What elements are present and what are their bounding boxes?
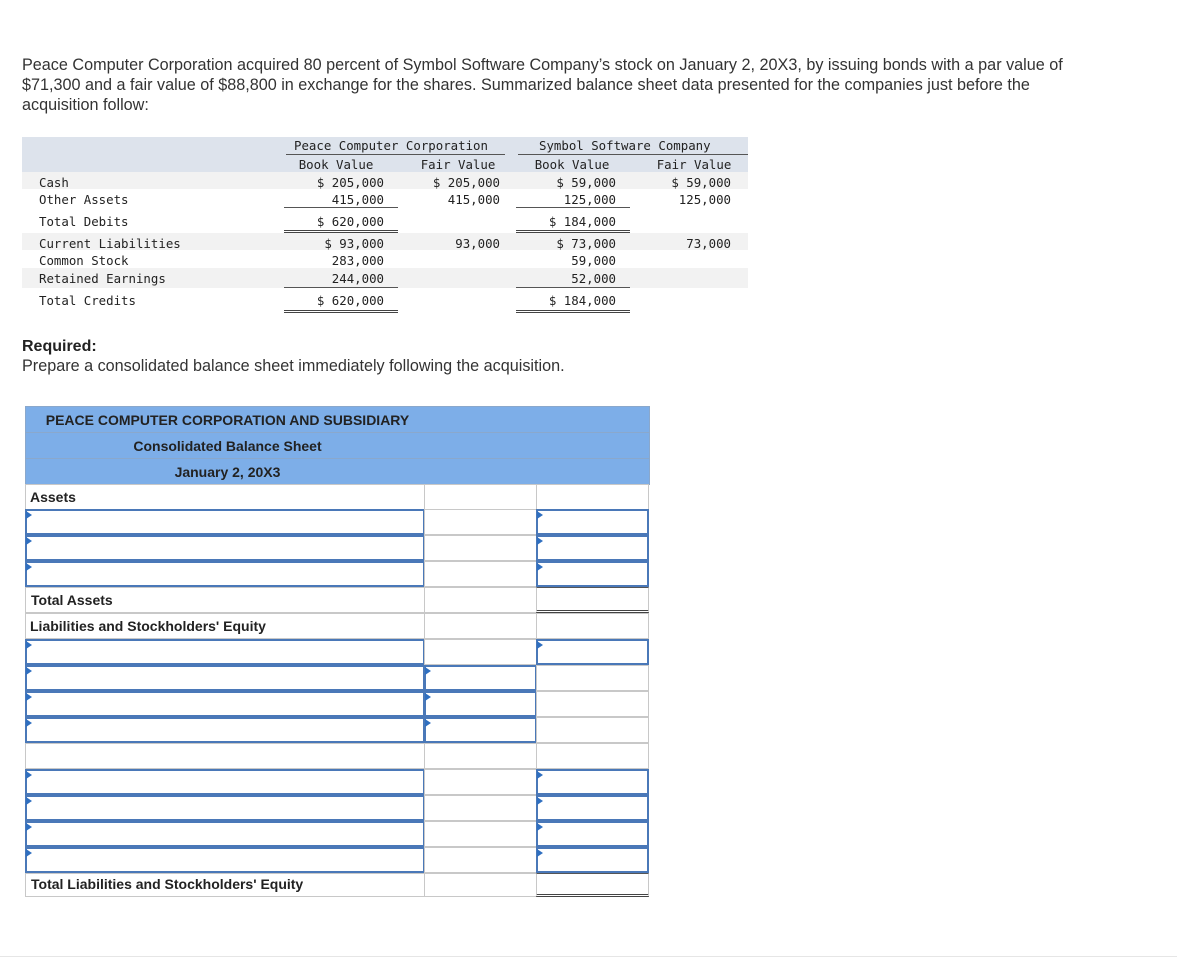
required-title: Required: xyxy=(22,338,97,355)
asset-account-select-3[interactable] xyxy=(25,561,425,587)
cell: $ 59,000 xyxy=(671,175,731,190)
dropdown-arrow-icon xyxy=(425,719,431,727)
asset-amount-input-2[interactable] xyxy=(536,535,649,561)
equity-account-select-3[interactable] xyxy=(25,821,425,847)
cell: 244,000 xyxy=(331,271,384,286)
row-label-other-assets: Other Assets xyxy=(39,192,129,207)
cell: 52,000 xyxy=(571,271,616,286)
dropdown-arrow-icon xyxy=(26,667,32,675)
cell: 73,000 xyxy=(686,236,731,251)
total-liabilities-equity-label: Total Liabilities and Stockholders' Equity xyxy=(31,876,304,892)
liabilities-equity-label: Liabilities and Stockholders' Equity xyxy=(30,618,266,634)
cell: $ 184,000 xyxy=(548,293,616,308)
p-book-header: Book Value xyxy=(298,157,374,172)
liability-account-select-4[interactable] xyxy=(25,717,425,743)
cell: $ 620,000 xyxy=(316,293,384,308)
dropdown-arrow-icon xyxy=(26,719,32,727)
dropdown-arrow-icon xyxy=(26,771,32,779)
row-label-cash: Cash xyxy=(39,175,69,190)
company2-header: Symbol Software Company xyxy=(539,138,711,153)
cell: 59,000 xyxy=(571,253,616,268)
cell: $ 205,000 xyxy=(432,175,500,190)
dropdown-arrow-icon xyxy=(26,511,32,519)
equity-amount-input-2[interactable] xyxy=(536,795,649,821)
p-fair-header: Fair Value xyxy=(420,157,496,172)
total-assets-value[interactable] xyxy=(536,587,649,613)
equity-account-select-2[interactable] xyxy=(25,795,425,821)
row-label-current-liabilities: Current Liabilities xyxy=(39,236,181,251)
dropdown-arrow-icon xyxy=(26,797,32,805)
s-fair-header: Fair Value xyxy=(656,157,732,172)
cell: $ 620,000 xyxy=(316,214,384,229)
row-label-total-credits: Total Credits xyxy=(39,293,136,308)
cell: 415,000 xyxy=(447,192,500,207)
dropdown-arrow-icon xyxy=(537,641,543,649)
equity-account-select-4[interactable] xyxy=(25,847,425,873)
liability-account-select-2[interactable] xyxy=(25,665,425,691)
dropdown-arrow-icon xyxy=(537,823,543,831)
cell: $ 205,000 xyxy=(316,175,384,190)
dropdown-arrow-icon xyxy=(26,537,32,545)
dropdown-arrow-icon xyxy=(26,641,32,649)
page-divider xyxy=(0,956,1177,957)
liability-account-select-3[interactable] xyxy=(25,691,425,717)
required-text: Prepare a consolidated balance sheet immediately following the acquisition. xyxy=(22,357,565,375)
liability-sub-amount-input-2[interactable] xyxy=(424,665,537,691)
worksheet-title-date: January 2, 20X3 xyxy=(25,458,650,485)
asset-account-select-2[interactable] xyxy=(25,535,425,561)
dropdown-arrow-icon xyxy=(537,563,543,571)
dropdown-arrow-icon xyxy=(537,849,543,857)
cell: $ 73,000 xyxy=(556,236,616,251)
asset-amount-input-1[interactable] xyxy=(536,509,649,535)
dropdown-arrow-icon xyxy=(26,823,32,831)
cell: $ 93,000 xyxy=(324,236,384,251)
worksheet-title-company: PEACE COMPUTER CORPORATION AND SUBSIDIARY xyxy=(25,406,650,433)
company1-header: Peace Computer Corporation xyxy=(294,138,488,153)
total-assets-label: Total Assets xyxy=(31,592,113,608)
dropdown-arrow-icon xyxy=(26,693,32,701)
cell: $ 59,000 xyxy=(556,175,616,190)
dropdown-arrow-icon xyxy=(425,693,431,701)
dropdown-arrow-icon xyxy=(26,563,32,571)
cell: 93,000 xyxy=(455,236,500,251)
equity-amount-input-4[interactable] xyxy=(536,847,649,873)
equity-account-select-1[interactable] xyxy=(25,769,425,795)
cell: 283,000 xyxy=(331,253,384,268)
assets-label: Assets xyxy=(30,489,76,505)
dropdown-arrow-icon xyxy=(537,511,543,519)
total-liabilities-equity-value[interactable] xyxy=(536,873,649,897)
cell: 125,000 xyxy=(678,192,731,207)
problem-intro: Peace Computer Corporation acquired 80 percent of Symbol Software Company’s stock on January 2, 20X3, by issuing bonds with a par value of $71,300 and a fair value of $88,800 in exchange for the shares. Summarized balance sheet data presented for the companies just before the acquisition follow: xyxy=(22,56,1063,114)
s-book-header: Book Value xyxy=(534,157,610,172)
liability-sub-amount-input-3[interactable] xyxy=(424,691,537,717)
worksheet-title-statement: Consolidated Balance Sheet xyxy=(25,432,650,459)
cell: 125,000 xyxy=(563,192,616,207)
equity-amount-input-3[interactable] xyxy=(536,821,649,847)
liability-account-select-1[interactable] xyxy=(25,639,425,665)
dropdown-arrow-icon xyxy=(26,849,32,857)
row-label-total-debits: Total Debits xyxy=(39,214,129,229)
row-label-common-stock: Common Stock xyxy=(39,253,129,268)
cell: 415,000 xyxy=(331,192,384,207)
cell: $ 184,000 xyxy=(548,214,616,229)
dropdown-arrow-icon xyxy=(537,537,543,545)
liability-amount-input-1[interactable] xyxy=(536,639,649,665)
equity-amount-input-1[interactable] xyxy=(536,769,649,795)
dropdown-arrow-icon xyxy=(425,667,431,675)
liability-sub-amount-input-4[interactable] xyxy=(424,717,537,743)
dropdown-arrow-icon xyxy=(537,797,543,805)
asset-amount-input-3[interactable] xyxy=(536,561,649,587)
row-label-retained-earnings: Retained Earnings xyxy=(39,271,166,286)
dropdown-arrow-icon xyxy=(537,771,543,779)
asset-account-select-1[interactable] xyxy=(25,509,425,535)
